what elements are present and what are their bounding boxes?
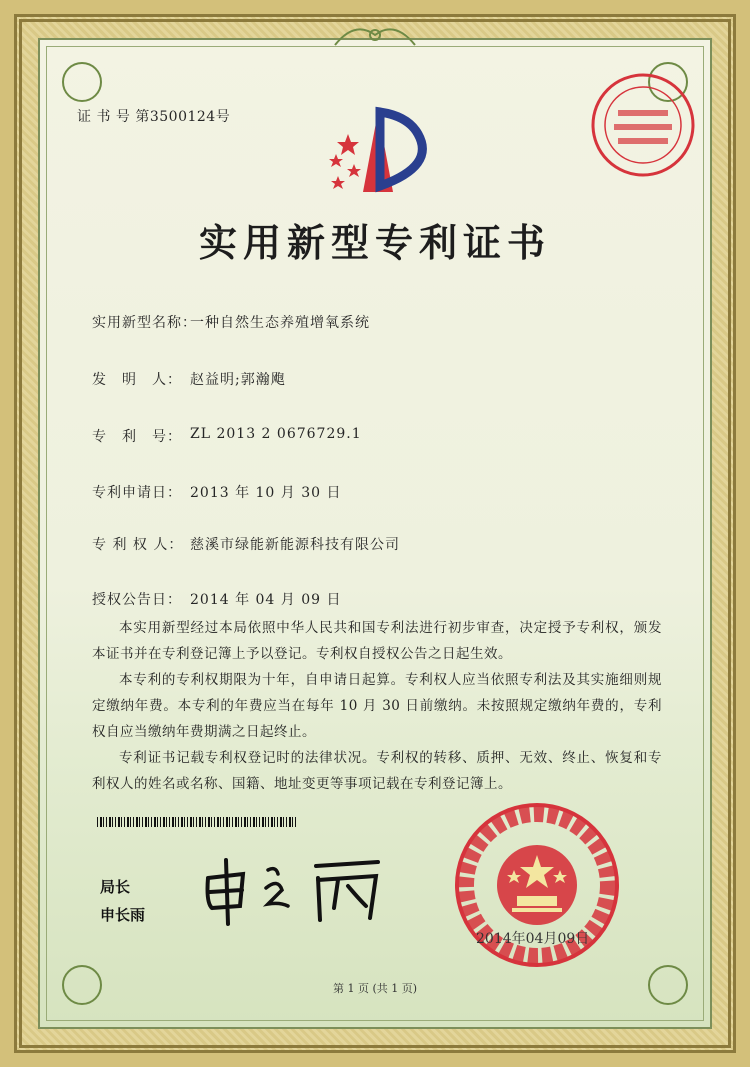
- field-value-filing-date: 2013 年 10 月 30 日: [190, 485, 342, 501]
- page-footer: 第 1 页 (共 1 页): [332, 982, 418, 995]
- body-paragraph: 专利证书记载专利权登记时的法律状况。专利权的转移、质押、无效、终止、恢复和专利权人的姓名或名称、国籍、地址变更等事项记载在专利登记簿上。: [92, 750, 662, 792]
- patent-office-logo-icon: [318, 106, 436, 198]
- signatory-name: 申长雨: [100, 906, 146, 924]
- handwritten-signature-icon: [198, 848, 398, 928]
- body-paragraph: 本专利的专利权期限为十年，自申请日起算。专利权人应当依照专利法及其实施细则规定缴纳年费。本专利的年费应当在每年 10 月 30 日前缴纳。未按照规定缴纳年费的，专利权自应当缴纳年费期满之日起终止。: [92, 672, 662, 740]
- field-label-inventor: 发 明 人：: [92, 372, 182, 388]
- certificate-number: 证 书 号 第3500124号: [77, 109, 231, 125]
- field-value-inventor: 赵益明;郭瀚飑: [190, 372, 286, 388]
- field-label-patentee: 专 利 权 人：: [92, 537, 184, 553]
- seal-date: 2014年04月09日: [476, 931, 590, 947]
- field-label-patent-number: 专 利 号：: [92, 429, 182, 445]
- top-ornament-icon: [330, 20, 420, 50]
- page-title: 实用新型专利证书: [198, 220, 551, 265]
- field-label-grant-date: 授权公告日：: [92, 592, 182, 608]
- barcode-icon: [97, 817, 297, 827]
- body-paragraph: 本实用新型经过本局依照中华人民共和国专利法进行初步审查，决定授予专利权，颁发本证书并在专利登记簿上予以登记。专利权自授权公告之日起生效。: [92, 620, 662, 662]
- field-value-name: 一种自然生态养殖增氧系统: [190, 315, 370, 331]
- field-value-patentee: 慈溪市绿能新能源科技有限公司: [190, 537, 400, 553]
- field-label-name: 实用新型名称：: [92, 315, 197, 331]
- signatory-title: 局长: [100, 878, 131, 896]
- field-value-patent-number: ZL 2013 2 0676729.1: [190, 426, 362, 442]
- corner-ornament-icon: [62, 62, 102, 102]
- certificate-body: [92, 615, 662, 797]
- field-label-filing-date: 专利申请日：: [92, 485, 182, 501]
- tax-stamp-seal-icon: [588, 70, 698, 180]
- field-value-grant-date: 2014 年 04 月 09 日: [190, 592, 342, 608]
